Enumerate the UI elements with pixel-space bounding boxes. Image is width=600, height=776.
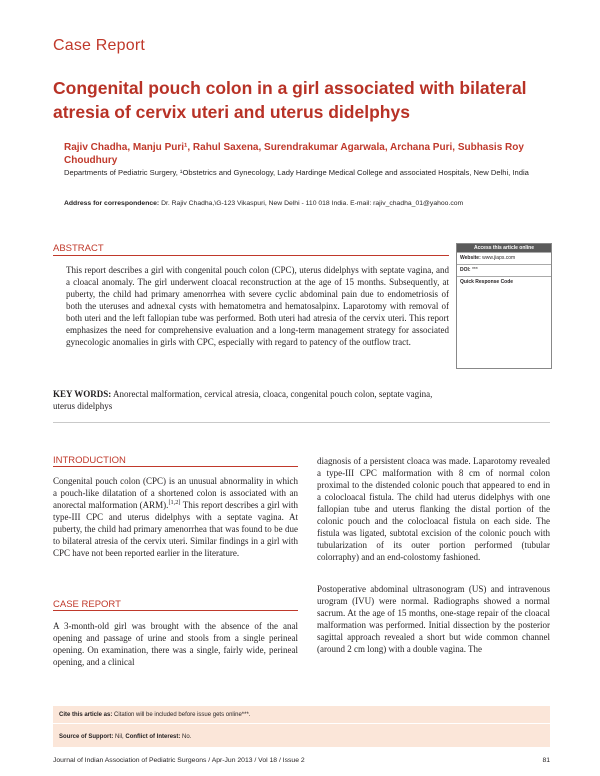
affiliation: Departments of Pediatric Surgery, ¹Obstetrics and Gynecology, Lady Hardinge Medical College and associated Hospitals, New Delhi, India (64, 168, 529, 177)
authors: Rajiv Chadha, Manju Puri¹, Rahul Saxena, Surendrakumar Agarwala, Archana Puri, Subhasis Roy Choudhury (64, 142, 524, 166)
support-line (59, 734, 191, 740)
abstract-divider (53, 255, 449, 256)
website-label: Website: (460, 255, 481, 261)
access-website-row (457, 252, 551, 264)
case-report-divider (53, 610, 298, 611)
citation-line (59, 712, 250, 718)
website-link[interactable]: www.jiaps.com (482, 255, 516, 261)
case-report-heading: CASE REPORT (53, 599, 121, 610)
cite-text: Citation will be included before issue gets online***. (114, 712, 251, 718)
intro-text-after: This report describes a girl with type-III CPC and uterus didelphys with a septate vagina. At puberty, the child had primary amenorrhea that was found to be due to bilateral atresia of the cervix uteri. Similar findings in a girl with CPC have not been reported earlier in the literature. (53, 500, 298, 558)
right-column-paragraph-2: Postoperative abdominal ultrasonogram (US) and intravenous urogram (IVU) were normal. Radiographs showed a normal sacrum. At the age of 15 months, one-stage repair of the cloacal malformation was performed. Initial dissection by the posterior sagittal approach revealed a short but wide common channel (around 2 cm long) with a double vagina. The (317, 584, 550, 654)
intro-text-before: Congenital pouch colon (CPC) is an unusual abnormality in which a pouch-like dilatation of a shortened colon is associated with an anorectal malformation (ARM). (53, 476, 298, 510)
article-title: Congenital pouch colon in a girl associated with bilateral atresia of cervix uteri and uterus didelphys (53, 78, 527, 122)
access-qr-row (457, 276, 551, 288)
doi-value: *** (471, 267, 478, 273)
citation-divider (53, 723, 550, 724)
access-heading: Access this article online (457, 244, 551, 252)
access-doi-row (457, 264, 551, 276)
keywords (53, 388, 450, 412)
intro-refs: [1,2] (168, 499, 181, 506)
access-box (456, 243, 552, 369)
support-label: Source of Support: (59, 734, 114, 740)
case-report-text: A 3-month-old girl was brought with the absence of the anal opening and passage of urine and stools from a single perineal opening. On examination, there was a single, fairly wide, perineal opening, and a clinical (53, 621, 298, 667)
keywords-label: KEY WORDS: (53, 389, 112, 399)
keywords-text: Anorectal malformation, cervical atresia, cloaca, congenital pouch colon, septate vagina, uterus didelphys (53, 389, 433, 411)
qr-label: Quick Response Code (460, 279, 514, 285)
conflict-label: Conflict of Interest: (125, 734, 181, 740)
correspondence-label: Address for correspondence: (64, 200, 160, 207)
citation-box (53, 706, 550, 747)
page-number: 81 (542, 757, 550, 764)
correspondence (64, 200, 544, 207)
abstract-heading: ABSTRACT (53, 243, 104, 254)
abstract-text: This report describes a girl with congenital pouch colon (CPC), uterus didelphys with septate vagina, and a cloacal anomaly. The girl underwent cloacal reconstruction at the age of 15 months. Subsequently, at puberty, the child had primary amenorrhea with severe cyclic abdominal pain due to endometriosis of both the uteruses and adnexal cysts with hematometra and hematosalpinx. Laparotomy with removal of both uteri and the left fallopian tube was performed. Both uteri had atresia of the cervix uteri. This report emphasizes the need for comprehensive evaluation and a long-term management strategy for associated gynecologic anomalies in girls with CPC, especially with regard to patency of the outflow tract. (66, 265, 449, 347)
doi-label: DOI: (460, 267, 471, 273)
conflict-text: No. (182, 734, 192, 740)
introduction-heading: INTRODUCTION (53, 455, 126, 466)
correspondence-text: Dr. Rajiv Chadha,\G-123 Vikaspuri, New Delhi - 110 018 India. E-mail: rajiv_chadha_01@yahoo.com (161, 200, 464, 207)
introduction-text (53, 475, 298, 559)
section-label: Case Report (53, 37, 146, 54)
introduction-divider (53, 466, 298, 467)
cite-label: Cite this article as: (59, 712, 113, 718)
footer-journal: Journal of Indian Association of Pediatric Surgeons / Apr-Jun 2013 / Vol 18 / Issue 2 (53, 757, 305, 764)
right-column-paragraph-1: diagnosis of a persistent cloaca was made. Laparotomy revealed a type-III CPC malformation with 8 cm of normal colon proximal to the distended colonic pouch that appeared to end in a colocloacal fistula. The child had uterus didelphys with one fallopian tube and uterus flanking the distal portion of the colonic pouch and the colocloacal fistula on each side. The fistula was ligated, subtotal excision of the colonic pouch with tubularization of its outer portion performed (tubular colorraphy) and an end-colostomy fashioned. (317, 456, 550, 562)
keywords-divider (53, 422, 550, 423)
support-text: Nil, (115, 734, 124, 740)
